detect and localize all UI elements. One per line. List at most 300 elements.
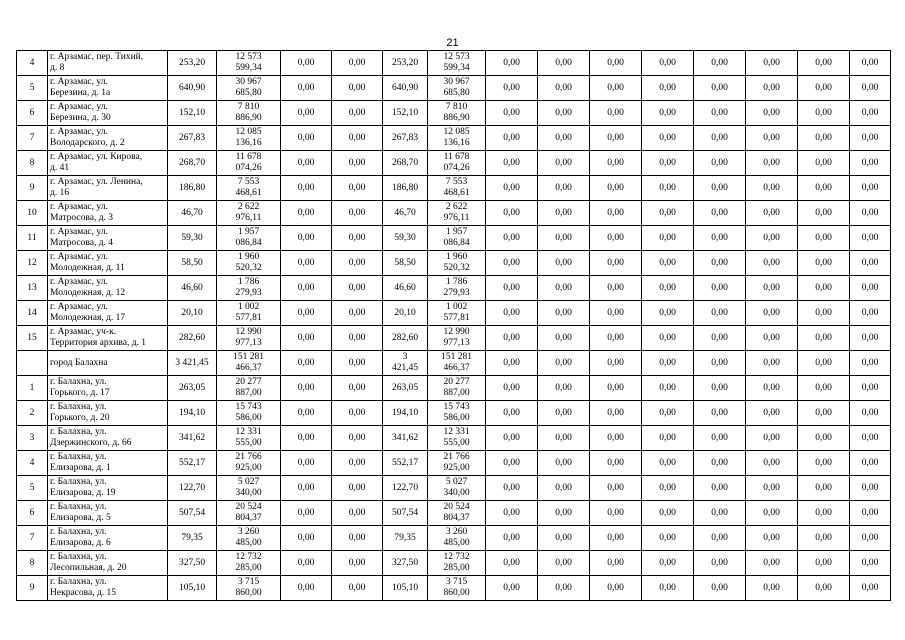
address-cell xyxy=(48,451,168,476)
cost-cell xyxy=(217,126,281,151)
cost-cell-line: 7 553 xyxy=(445,177,468,187)
value-cell-line: 0,00 xyxy=(297,257,315,268)
value-cell-line: 0,00 xyxy=(815,232,832,243)
value-cell xyxy=(642,476,694,501)
value-cell xyxy=(590,551,642,576)
value-cell-line: 0,00 xyxy=(815,107,832,118)
area-cell xyxy=(168,551,217,576)
value-cell-line: 0,00 xyxy=(503,207,520,218)
cost-cell-line: 12 732 xyxy=(235,552,262,562)
cost-cell xyxy=(217,326,281,351)
value-cell xyxy=(694,501,746,526)
value-cell-line: 0,00 xyxy=(555,357,572,368)
area-cell-line: 640,90 xyxy=(391,82,419,93)
address-cell xyxy=(48,551,168,576)
value-cell xyxy=(281,101,332,126)
value-cell-line: 0,00 xyxy=(503,482,520,493)
row-number-cell xyxy=(17,76,48,101)
area-cell xyxy=(168,576,217,601)
value-cell-line: 0,00 xyxy=(711,382,728,393)
row-number-cell xyxy=(17,101,48,126)
cost-cell-line: 887,00 xyxy=(235,388,262,398)
value-cell-line: 0,00 xyxy=(659,557,676,568)
cost-cell xyxy=(428,301,486,326)
value-cell-line: 0,00 xyxy=(861,482,879,493)
row-number-cell xyxy=(17,301,48,326)
area-cell xyxy=(383,426,428,451)
row-number-cell-line: 14 xyxy=(27,307,37,318)
area-cell-line: 59,30 xyxy=(181,232,203,243)
value-cell-line: 0,00 xyxy=(607,357,624,368)
value-cell-line: 0,00 xyxy=(555,257,572,268)
cost-cell-line: 577,81 xyxy=(443,313,470,323)
area-cell xyxy=(383,576,428,601)
area-cell xyxy=(383,501,428,526)
value-cell xyxy=(798,376,850,401)
address-cell-line: Елизарова, д. 5 xyxy=(50,513,111,523)
cost-cell-line: 086,84 xyxy=(235,238,262,248)
area-cell-line: 152,10 xyxy=(391,107,419,118)
table-row xyxy=(17,426,905,451)
table-row xyxy=(17,276,905,301)
address-cell-line: Елизарова, д. 1 xyxy=(50,463,111,473)
address-cell-line: г. Арзамас, ул. Кирова, xyxy=(50,152,143,162)
row-number-cell-line: 2 xyxy=(29,407,35,418)
value-cell-line: 0,00 xyxy=(348,107,366,118)
cost-cell-line: 7 810 xyxy=(237,102,260,112)
value-cell xyxy=(538,176,590,201)
value-cell xyxy=(486,376,538,401)
value-cell-line: 0,00 xyxy=(348,182,366,193)
value-cell-line: 0,00 xyxy=(861,582,879,593)
value-cell-line: 0,00 xyxy=(815,407,832,418)
cost-cell xyxy=(217,351,281,376)
cost-cell xyxy=(217,201,281,226)
area-cell xyxy=(383,176,428,201)
value-cell-line: 0,00 xyxy=(815,482,832,493)
cost-cell-line: 860,00 xyxy=(235,588,262,598)
value-cell-line: 0,00 xyxy=(503,232,520,243)
cost-cell-line: 1 786 xyxy=(445,277,468,287)
value-cell xyxy=(538,226,590,251)
cost-cell-line: 886,90 xyxy=(235,113,262,123)
cost-cell-line: 685,80 xyxy=(235,88,262,98)
cost-cell xyxy=(217,101,281,126)
value-cell-line: 0,00 xyxy=(659,507,676,518)
value-cell-line: 0,00 xyxy=(607,582,624,593)
area-cell-line: 552,17 xyxy=(391,457,419,468)
area-cell xyxy=(383,326,428,351)
area-cell-line: 341,62 xyxy=(178,432,206,443)
value-cell xyxy=(590,251,642,276)
value-cell xyxy=(281,526,332,551)
area-cell xyxy=(168,276,217,301)
table-row xyxy=(17,201,905,226)
value-cell xyxy=(486,451,538,476)
address-cell-line: г. Арзамас, ул. xyxy=(50,252,108,262)
cost-cell-line: 2 622 xyxy=(445,202,468,212)
value-cell xyxy=(694,301,746,326)
cost-cell xyxy=(428,551,486,576)
cost-cell-line: 976,11 xyxy=(443,213,470,223)
value-cell xyxy=(590,351,642,376)
value-cell-line: 0,00 xyxy=(348,57,366,68)
address-cell-line: г. Арзамас, ул. Ленина, xyxy=(50,177,143,187)
area-cell-line: 268,70 xyxy=(391,157,419,168)
value-cell-line: 0,00 xyxy=(861,232,879,243)
value-cell-line: 0,00 xyxy=(711,407,728,418)
value-cell-line: 0,00 xyxy=(348,457,366,468)
cost-cell-line: 2 622 xyxy=(237,202,260,212)
value-cell-line: 0,00 xyxy=(607,107,624,118)
value-cell-line: 0,00 xyxy=(763,507,780,518)
value-cell xyxy=(798,301,850,326)
value-cell-line: 0,00 xyxy=(297,332,315,343)
row-number-cell xyxy=(17,151,48,176)
value-cell xyxy=(746,401,798,426)
area-cell-line: 122,70 xyxy=(391,482,419,493)
row-number-cell xyxy=(17,226,48,251)
table-row xyxy=(17,326,905,351)
value-cell xyxy=(538,201,590,226)
value-cell-line: 0,00 xyxy=(607,482,624,493)
value-cell-line: 0,00 xyxy=(607,382,624,393)
address-cell-line: г. Арзамас, ул. xyxy=(50,302,108,312)
address-cell xyxy=(48,376,168,401)
area-cell xyxy=(168,376,217,401)
value-cell-line: 0,00 xyxy=(815,57,832,68)
area-cell xyxy=(168,451,217,476)
area-cell xyxy=(383,76,428,101)
cost-cell-line: 860,00 xyxy=(443,588,470,598)
value-cell xyxy=(281,551,332,576)
value-cell xyxy=(486,101,538,126)
value-cell xyxy=(486,501,538,526)
value-cell xyxy=(281,376,332,401)
value-cell xyxy=(850,226,891,251)
area-cell-line: 3 421,45 xyxy=(175,357,209,368)
value-cell xyxy=(538,251,590,276)
value-cell-line: 0,00 xyxy=(711,82,728,93)
cost-cell-line: 1 960 xyxy=(237,252,260,262)
row-number-cell-line: 6 xyxy=(29,507,35,518)
value-cell xyxy=(590,376,642,401)
row-number-cell-line: 8 xyxy=(29,557,35,568)
value-cell-line: 0,00 xyxy=(763,207,780,218)
area-cell xyxy=(168,101,217,126)
value-cell-line: 0,00 xyxy=(297,207,315,218)
cost-cell xyxy=(217,451,281,476)
address-cell-line: г. Балахна, ул. xyxy=(50,377,107,387)
value-cell-line: 0,00 xyxy=(659,482,676,493)
value-cell xyxy=(746,551,798,576)
value-cell-line: 0,00 xyxy=(659,457,676,468)
cost-cell xyxy=(428,76,486,101)
table-body xyxy=(17,51,905,601)
row-number-cell-line: 9 xyxy=(29,582,35,593)
value-cell xyxy=(281,301,332,326)
value-cell-line: 0,00 xyxy=(711,332,728,343)
value-cell-line: 0,00 xyxy=(659,407,676,418)
cost-cell-line: 15 743 xyxy=(443,402,470,412)
cost-cell-line: 1 002 xyxy=(237,302,260,312)
cost-cell-line: 279,93 xyxy=(235,288,262,298)
value-cell-line: 0,00 xyxy=(711,107,728,118)
value-cell xyxy=(694,126,746,151)
value-cell-line: 0,00 xyxy=(861,132,879,143)
value-cell xyxy=(694,351,746,376)
value-cell xyxy=(590,226,642,251)
row-number-cell xyxy=(17,351,48,376)
area-cell xyxy=(383,251,428,276)
value-cell xyxy=(590,301,642,326)
value-cell xyxy=(281,326,332,351)
value-cell-line: 0,00 xyxy=(861,307,879,318)
cost-cell-line: 279,93 xyxy=(443,288,470,298)
address-cell xyxy=(48,526,168,551)
row-number-cell xyxy=(17,576,48,601)
value-cell xyxy=(281,276,332,301)
address-cell-line: г. Балахна, ул. xyxy=(50,577,107,587)
cost-cell-line: 21 766 xyxy=(443,452,470,462)
value-cell xyxy=(798,151,850,176)
area-cell xyxy=(168,226,217,251)
value-cell-line: 0,00 xyxy=(297,557,315,568)
value-cell xyxy=(746,526,798,551)
value-cell-line: 0,00 xyxy=(348,357,366,368)
cost-cell-line: 285,00 xyxy=(443,563,470,573)
value-cell-line: 0,00 xyxy=(555,132,572,143)
cost-cell-line: 5 027 xyxy=(445,477,468,487)
cost-cell xyxy=(428,201,486,226)
value-cell-line: 0,00 xyxy=(607,557,624,568)
value-cell xyxy=(332,326,383,351)
cost-cell xyxy=(217,301,281,326)
cost-cell xyxy=(428,576,486,601)
value-cell xyxy=(746,251,798,276)
value-cell xyxy=(332,451,383,476)
value-cell xyxy=(746,226,798,251)
value-cell xyxy=(694,76,746,101)
area-cell xyxy=(383,226,428,251)
value-cell xyxy=(746,76,798,101)
row-number-cell xyxy=(17,451,48,476)
area-cell-line: 46,60 xyxy=(181,282,203,293)
value-cell xyxy=(798,276,850,301)
value-cell xyxy=(798,426,850,451)
value-cell xyxy=(850,176,891,201)
value-cell xyxy=(694,176,746,201)
value-cell-line: 0,00 xyxy=(711,432,728,443)
address-cell xyxy=(48,401,168,426)
value-cell xyxy=(538,426,590,451)
value-cell xyxy=(281,226,332,251)
value-cell-line: 0,00 xyxy=(503,432,520,443)
value-cell xyxy=(850,76,891,101)
value-cell-line: 0,00 xyxy=(348,307,366,318)
area-cell-line: 105,10 xyxy=(391,582,419,593)
area-cell xyxy=(168,301,217,326)
cost-cell-line: 977,13 xyxy=(235,338,262,348)
value-cell-line: 0,00 xyxy=(815,432,832,443)
value-cell xyxy=(590,401,642,426)
area-cell-line: 105,10 xyxy=(178,582,206,593)
value-cell xyxy=(538,151,590,176)
cost-cell-line: 20 524 xyxy=(235,502,262,512)
cost-cell-line: 804,37 xyxy=(443,513,470,523)
table-row xyxy=(17,301,905,326)
value-cell-line: 0,00 xyxy=(659,257,676,268)
value-cell xyxy=(642,226,694,251)
value-cell-line: 0,00 xyxy=(297,457,315,468)
value-cell xyxy=(694,426,746,451)
cost-cell-line: 466,37 xyxy=(235,363,262,373)
address-cell-line: Горького, д. 20 xyxy=(50,413,110,423)
area-cell xyxy=(168,201,217,226)
cost-cell-line: 3 715 xyxy=(445,577,468,587)
cost-cell xyxy=(217,51,281,76)
value-cell xyxy=(642,176,694,201)
address-cell-line: Молодежная, д. 11 xyxy=(50,263,125,273)
data-table xyxy=(16,50,905,601)
area-cell-line: 186,80 xyxy=(391,182,419,193)
value-cell-line: 0,00 xyxy=(607,132,624,143)
value-cell xyxy=(486,176,538,201)
value-cell-line: 0,00 xyxy=(607,257,624,268)
area-cell-line: 122,70 xyxy=(178,482,206,493)
value-cell xyxy=(798,401,850,426)
value-cell-line: 0,00 xyxy=(763,257,780,268)
value-cell xyxy=(486,426,538,451)
cost-cell-line: 1 957 xyxy=(445,227,468,237)
cost-cell-line: 11 678 xyxy=(443,152,470,162)
address-cell-line: г. Арзамас, ул. xyxy=(50,77,108,87)
value-cell xyxy=(332,201,383,226)
cost-cell-line: 468,61 xyxy=(235,188,262,198)
cost-cell-line: 12 085 xyxy=(235,127,262,137)
cost-cell xyxy=(217,376,281,401)
value-cell-line: 0,00 xyxy=(711,282,728,293)
value-cell-line: 0,00 xyxy=(763,557,780,568)
area-cell-line: 268,70 xyxy=(178,157,206,168)
cost-cell-line: 886,90 xyxy=(443,113,470,123)
area-cell-line: 327,50 xyxy=(391,557,419,568)
value-cell-line: 0,00 xyxy=(555,532,572,543)
row-number-cell xyxy=(17,326,48,351)
value-cell xyxy=(798,201,850,226)
value-cell xyxy=(798,251,850,276)
value-cell-line: 0,00 xyxy=(815,332,832,343)
cost-cell-line: 976,11 xyxy=(235,213,262,223)
value-cell xyxy=(694,576,746,601)
address-cell-line: г. Балахна, ул. xyxy=(50,552,107,562)
value-cell-line: 0,00 xyxy=(815,457,832,468)
value-cell-line: 0,00 xyxy=(555,382,572,393)
value-cell-line: 0,00 xyxy=(861,207,879,218)
value-cell-line: 0,00 xyxy=(607,207,624,218)
value-cell-line: 0,00 xyxy=(555,232,572,243)
value-cell-line: 0,00 xyxy=(503,132,520,143)
area-cell-line: 3 xyxy=(402,352,408,362)
cost-cell-line: 977,13 xyxy=(443,338,470,348)
value-cell xyxy=(850,251,891,276)
value-cell xyxy=(332,251,383,276)
value-cell-line: 0,00 xyxy=(348,557,366,568)
value-cell-line: 0,00 xyxy=(711,307,728,318)
value-cell xyxy=(850,201,891,226)
value-cell xyxy=(694,251,746,276)
cost-cell-line: 20 277 xyxy=(443,377,470,387)
address-cell xyxy=(48,226,168,251)
value-cell xyxy=(798,126,850,151)
value-cell-line: 0,00 xyxy=(503,307,520,318)
value-cell-line: 0,00 xyxy=(815,382,832,393)
value-cell-line: 0,00 xyxy=(297,282,315,293)
value-cell-line: 0,00 xyxy=(763,532,780,543)
row-number-cell xyxy=(17,176,48,201)
value-cell-line: 0,00 xyxy=(503,282,520,293)
cost-cell-line: 21 766 xyxy=(235,452,262,462)
value-cell xyxy=(332,76,383,101)
value-cell xyxy=(642,301,694,326)
value-cell xyxy=(642,51,694,76)
value-cell-line: 0,00 xyxy=(503,557,520,568)
value-cell-line: 0,00 xyxy=(348,332,366,343)
value-cell-line: 0,00 xyxy=(659,57,676,68)
value-cell-line: 0,00 xyxy=(297,382,315,393)
value-cell xyxy=(850,351,891,376)
row-number-cell xyxy=(17,376,48,401)
value-cell xyxy=(332,126,383,151)
value-cell xyxy=(590,501,642,526)
value-cell xyxy=(694,201,746,226)
area-cell-line: 152,10 xyxy=(178,107,206,118)
cost-cell-line: 586,00 xyxy=(235,413,262,423)
value-cell-line: 0,00 xyxy=(763,357,780,368)
area-cell-line: 552,17 xyxy=(178,457,206,468)
value-cell-line: 0,00 xyxy=(861,457,879,468)
value-cell xyxy=(538,576,590,601)
value-cell-line: 0,00 xyxy=(711,207,728,218)
cost-cell-line: 074,26 xyxy=(443,163,470,173)
value-cell-line: 0,00 xyxy=(503,257,520,268)
address-cell-line: г. Арзамас, ул. xyxy=(50,127,108,137)
value-cell-line: 0,00 xyxy=(297,107,315,118)
value-cell xyxy=(850,126,891,151)
value-cell xyxy=(642,76,694,101)
area-cell xyxy=(383,451,428,476)
address-cell-line: Молодежная, д. 17 xyxy=(50,313,126,323)
value-cell xyxy=(538,476,590,501)
value-cell xyxy=(538,376,590,401)
address-cell-line: Территория архива, д. 1 xyxy=(50,338,147,348)
area-cell xyxy=(168,76,217,101)
cost-cell-line: 136,16 xyxy=(235,138,262,148)
cost-cell xyxy=(428,351,486,376)
value-cell xyxy=(281,576,332,601)
value-cell-line: 0,00 xyxy=(659,282,676,293)
cost-cell-line: 136,16 xyxy=(443,138,470,148)
cost-cell-line: 30 967 xyxy=(235,77,262,87)
value-cell-line: 0,00 xyxy=(555,282,572,293)
address-cell-line: г. Арзамас, уч-к. xyxy=(50,327,117,337)
row-number-cell-line: 8 xyxy=(29,157,35,168)
value-cell xyxy=(694,451,746,476)
cost-cell-line: 520,32 xyxy=(235,263,262,273)
value-cell xyxy=(642,551,694,576)
value-cell-line: 0,00 xyxy=(763,582,780,593)
cost-cell-line: 7 810 xyxy=(445,102,468,112)
